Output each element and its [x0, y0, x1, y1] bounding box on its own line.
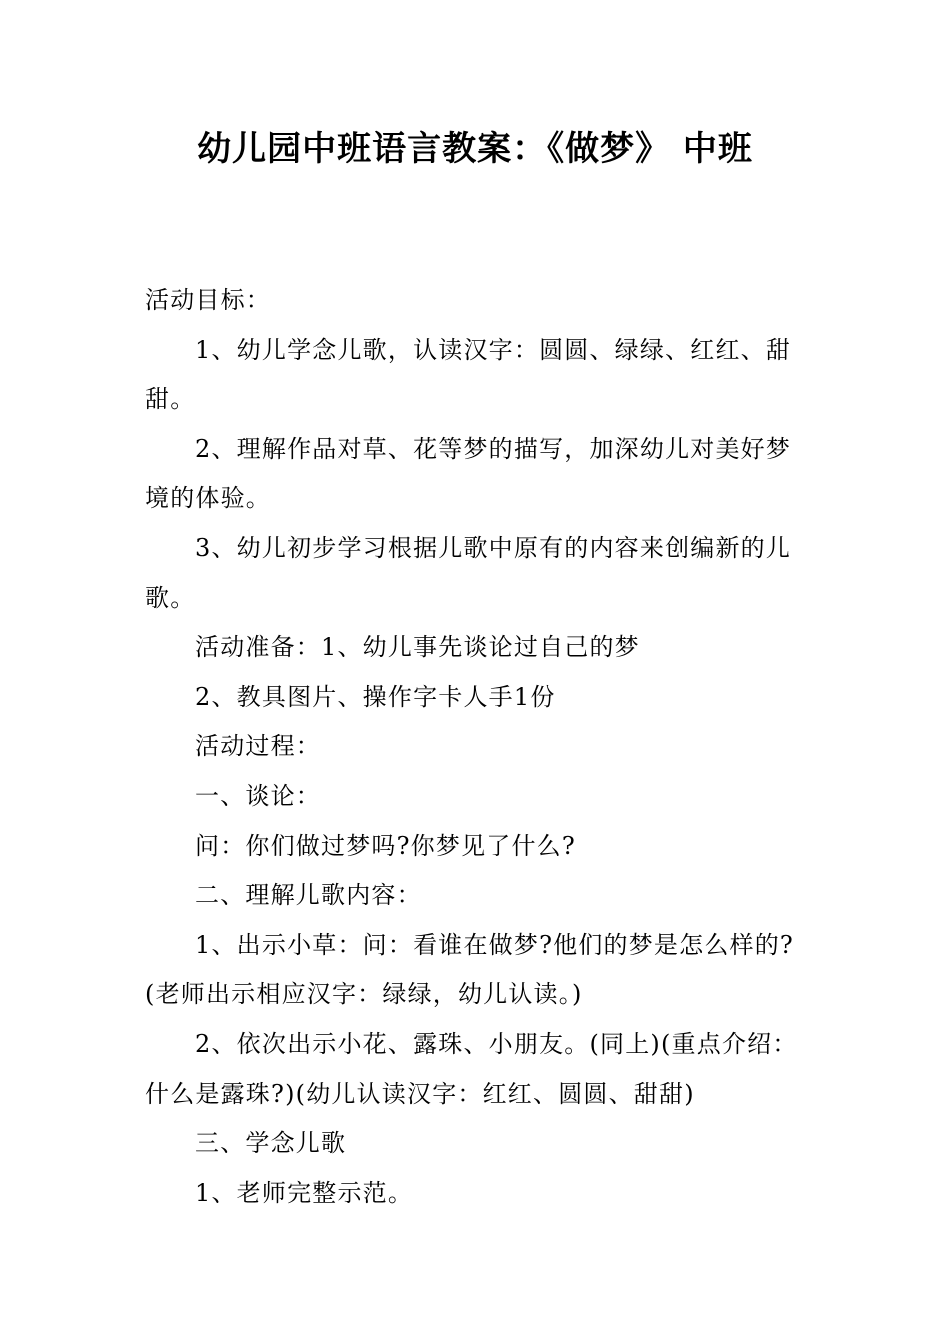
paragraph-goal-2: 2、理解作品对草、花等梦的描写，加深幼儿对美好梦境的体验。 [145, 434, 792, 513]
paragraph-understand-2: 2、依次出示小花、露珠、小朋友。(同上)(重点介绍：什么是露珠?)(幼儿认读汉字：红红、圆圆、甜甜) [145, 1029, 798, 1108]
document-body [145, 276, 810, 1218]
paragraph-preparation-1: 活动准备：1、幼儿事先谈论过自己的梦 [195, 633, 640, 662]
paragraph-activity-goals: 活动目标： [145, 286, 271, 314]
paragraph-goal-3: 3、幼儿初步学习根据儿歌中原有的内容来创编新的儿歌。 [145, 533, 792, 612]
document-title: 幼儿园中班语言教案：《做梦》 中班 [197, 129, 753, 169]
paragraph-recite-1: 1、老师完整示范。 [195, 1178, 414, 1207]
paragraph-goal-1: 1、幼儿学念儿歌，认读汉字：圆圆、绿绿、红红、甜甜。 [145, 335, 792, 414]
paragraph-activity-process: 活动过程： [195, 732, 321, 761]
paragraph-understand-1: 1、出示小草：问：看谁在做梦?他们的梦是怎么样的?(老师出示相应汉字：绿绿，幼儿认读。) [145, 930, 795, 1009]
paragraph-step-recite: 三、学念儿歌 [195, 1129, 347, 1158]
paragraph-question: 问：你们做过梦吗?你梦见了什么? [195, 831, 576, 860]
paragraph-step-understand: 二、理解儿歌内容： [195, 881, 422, 910]
paragraph-preparation-2: 2、教具图片、操作字卡人手1份 [195, 682, 556, 711]
paragraph-step-discuss: 一、谈论： [195, 781, 321, 810]
